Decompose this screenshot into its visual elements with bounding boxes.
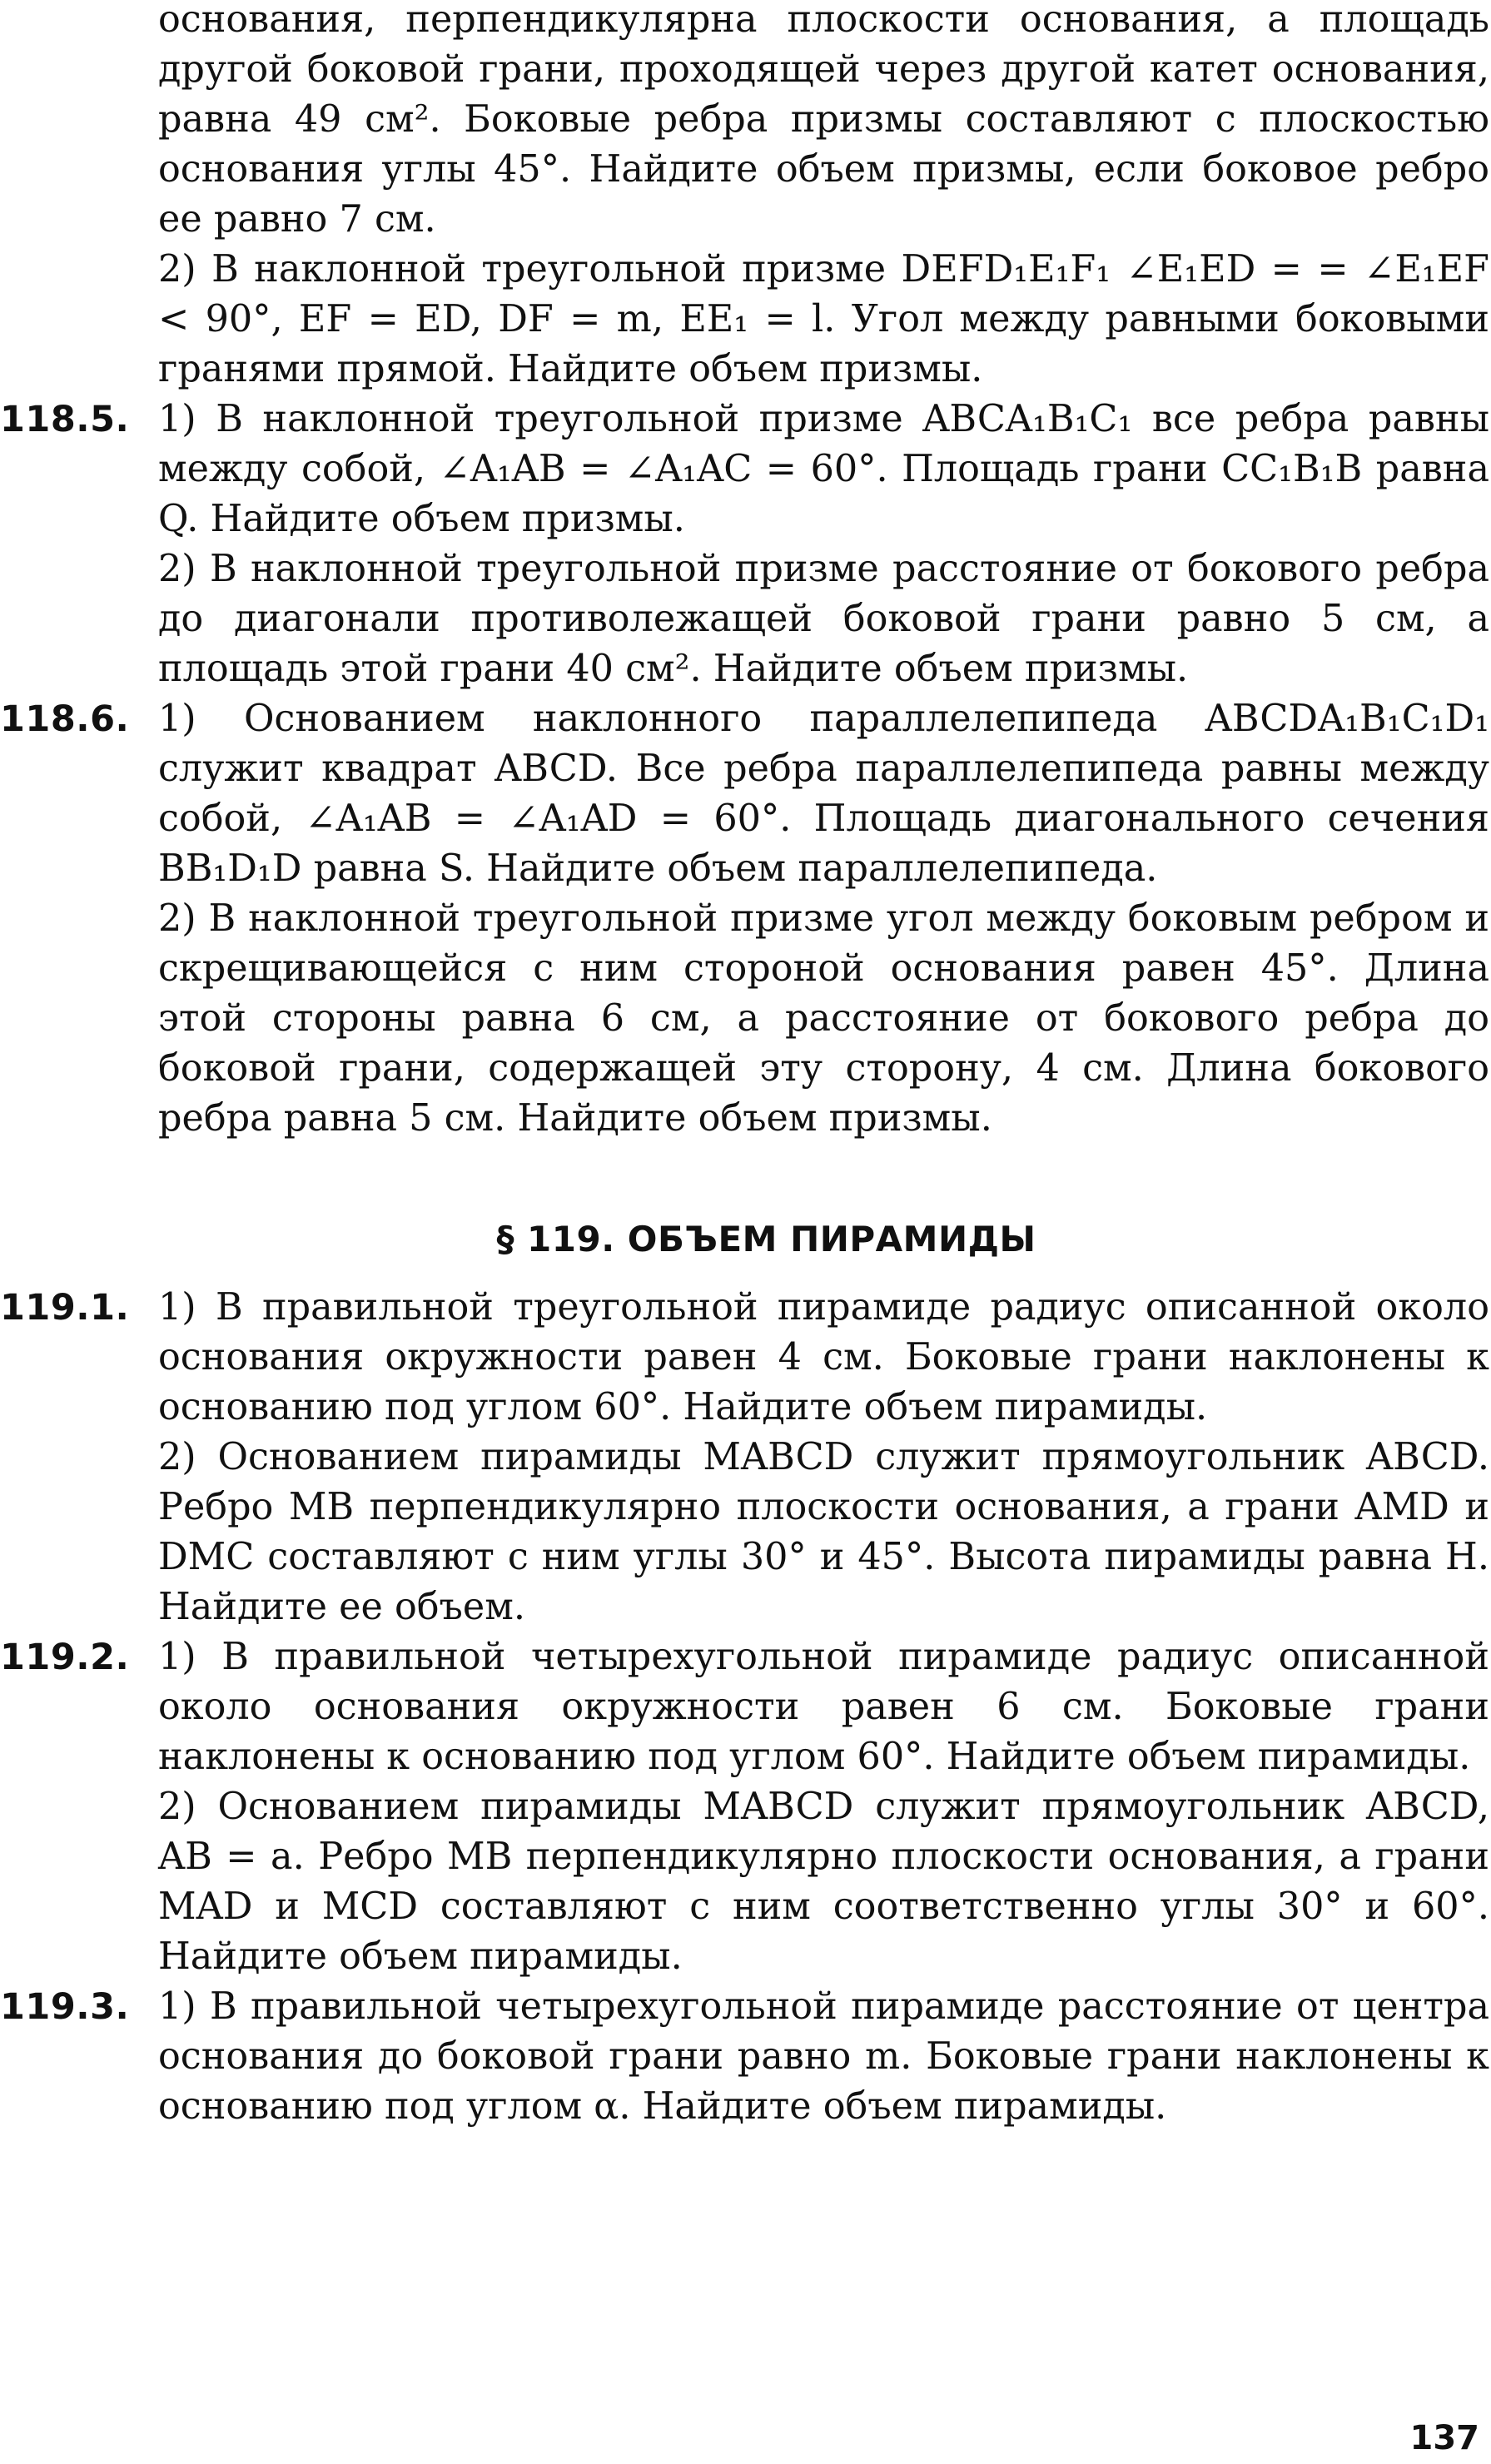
problem-119-3 (0, 1982, 1491, 2132)
problem-part: основания, перпендикулярна плоскости основания, а площадь другой боковой грани, проходящей через другой катет основания, равна 49 см². Боковые ребра призмы составляют с плоскостью основания углы 45°. Найдите объем призмы, если боковое ребро ее равно 7 см. (158, 0, 1489, 241)
problem-part: 2) Основанием пирамиды MABCD служит прямоугольник ABCD. Ребро MB перпендикулярно плоскости основания, а грани AMD и DMC составляют с ним углы 30° и 45°. Высота пирамиды равна H. Найдите ее объем. (158, 1436, 1489, 1628)
section-title: § 119. ОБЪЕМ ПИРАМИДЫ (496, 1219, 1036, 1259)
problem-number: 118.6. (0, 698, 130, 740)
problem-part: 2) В наклонной треугольной призме DEFD₁E₁F₁ ∠E₁ED = = ∠E₁EF < 90°, EF = ED, DF = m, EE₁ = l. Угол между равными боковыми гранями прямой. Найдите объем призмы. (158, 248, 1489, 390)
problem-number: 118.5. (0, 399, 130, 440)
problem-continuation (0, 0, 1491, 395)
problem-number: 119.1. (0, 1287, 130, 1329)
problem-part: 1) В правильной четырехугольной пирамиде радиус описанной около основания окружности равен 6 см. Боковые грани наклонены к основанию под углом 60°. Найдите объем пирамиды. (158, 1636, 1489, 1778)
problem-part: 2) В наклонной треугольной призме угол между боковым ребром и скрещивающейся с ним стороной основания равен 45°. Длина этой стороны равна 6 см, а расстояние от бокового ребра до боковой грани, содержащей эту сторону, 4 см. Длина бокового ребра равна 5 см. Найдите объем призмы. (158, 897, 1489, 1140)
problem-part: 1) В наклонной треугольной призме ABCA₁B₁C₁ все ребра равны между собой, ∠A₁AB = ∠A₁AC = 60°. Площадь грани CC₁B₁B равна Q. Найдите объем призмы. (158, 398, 1489, 540)
problem-part: 2) В наклонной треугольной призме расстояние от бокового ребра до диагонали противолежащей боковой грани равно 5 см, а площадь этой грани 40 см². Найдите объем призмы. (158, 548, 1489, 690)
problem-118-5 (0, 395, 1491, 694)
problem-part: 2) Основанием пирамиды MABCD служит прямоугольник ABCD, AB = a. Ребро MB перпендикулярно плоскости основания, а грани MAD и MCD составляют с ним соответственно углы 30° и 60°. Найдите объем пирамиды. (158, 1786, 1489, 1978)
problem-number: 119.3. (0, 1986, 130, 2028)
problem-119-1 (0, 1283, 1491, 1632)
page-number: 137 (1409, 2419, 1479, 2457)
problem-119-2 (0, 1632, 1491, 1982)
problem-part: 1) Основанием наклонного параллелепипеда ABCDA₁B₁C₁D₁ служит квадрат ABCD. Все ребра параллелепипеда равны между собой, ∠A₁AB = ∠A₁AD = 60°. Площадь диагонального сечения BB₁D₁D равна S. Найдите объем параллелепипеда. (158, 698, 1489, 890)
problem-118-6 (0, 694, 1491, 1144)
problem-part: 1) В правильной четырехугольной пирамиде расстояние от центра основания до боковой грани равно m. Боковые грани наклонены к основанию под углом α. Найдите объем пирамиды. (158, 1985, 1489, 2128)
problem-part: 1) В правильной треугольной пирамиде радиус описанной около основания окружности равен 4 см. Боковые грани наклонены к основанию под углом 60°. Найдите объем пирамиды. (158, 1286, 1489, 1428)
problem-number: 119.2. (0, 1637, 130, 1678)
